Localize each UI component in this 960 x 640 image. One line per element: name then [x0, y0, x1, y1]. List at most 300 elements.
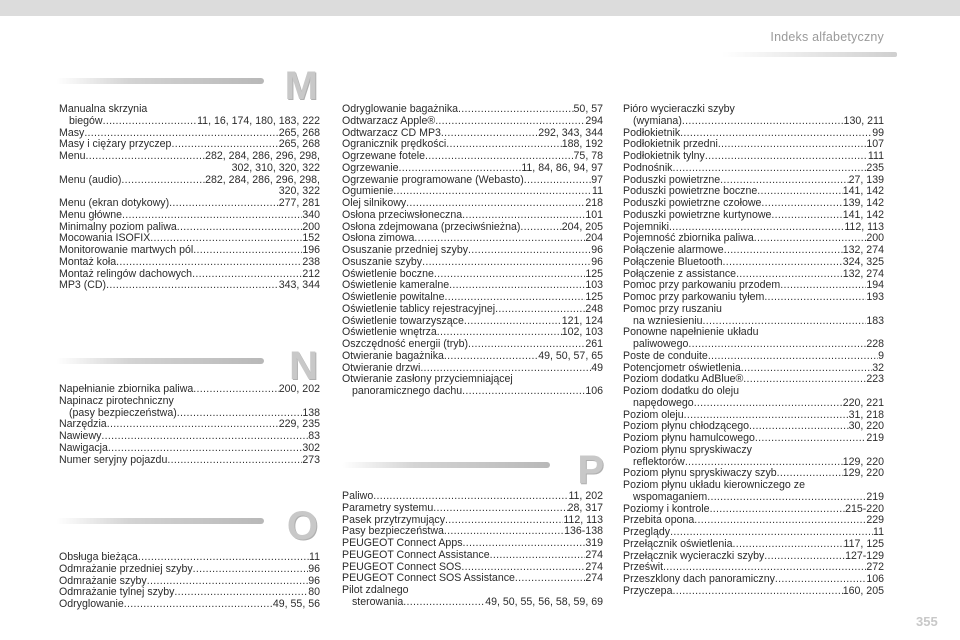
dot-leader — [193, 245, 302, 257]
index-entry-label: Poste de conduite — [623, 349, 708, 362]
index-entry — [623, 574, 884, 586]
index-entry-pages: 101 — [585, 208, 603, 221]
index-entry — [59, 175, 320, 199]
index-entry — [342, 585, 603, 609]
index-entry-label: Osłona zdejmowana (przeciwśnieżna) — [342, 220, 521, 233]
index-entry-pages: 11 — [592, 185, 603, 198]
index-entry-line — [623, 492, 884, 504]
dot-leader — [771, 210, 842, 222]
index-entry-label: napędowego — [633, 396, 694, 409]
index-entry-pages: 282, 284, 286, 296, 298, — [205, 173, 320, 186]
index-entry-line — [342, 538, 603, 550]
index-entry-label: PEUGEOT Connect Apps — [342, 537, 463, 549]
index-entry — [623, 163, 884, 175]
dot-leader — [710, 504, 846, 516]
index-entry-label: Numer seryjny pojazdu — [59, 453, 168, 466]
index-entry-label: Poziomy i kontrole — [623, 502, 710, 515]
column-1-m-entries — [59, 104, 320, 292]
index-entry — [342, 116, 603, 128]
page-number: 355 — [916, 614, 938, 629]
index-entry-pages: 152 — [302, 232, 320, 245]
index-entry-label: paliwowego — [633, 338, 689, 350]
index-entry-pages: 204, 205 — [561, 220, 603, 233]
index-entry-pages: 103 — [585, 279, 603, 292]
index-entry — [59, 455, 320, 467]
index-entry-pages: 261 — [585, 338, 603, 350]
dot-leader — [515, 573, 585, 585]
index-entry-label: PEUGEOT Connect Assistance — [342, 548, 490, 561]
index-entry-line — [59, 443, 320, 455]
index-entry-pages: 274 — [585, 572, 603, 585]
dot-leader — [741, 363, 872, 375]
index-entry-line — [623, 445, 884, 457]
index-entry-pages: 204 — [585, 232, 603, 245]
index-entry-label: Ponowne napełnienie układu — [623, 326, 759, 339]
dot-leader — [167, 455, 302, 467]
index-entry-label: Przeszklony dach panoramiczny — [623, 573, 775, 585]
index-entry — [623, 480, 884, 504]
index-entry-label: Otwieranie bagażnika — [342, 349, 444, 362]
index-entry-label: Parametry systemu — [342, 501, 434, 514]
index-entry-label: Przyczepa — [623, 584, 673, 597]
dot-leader — [682, 116, 844, 128]
index-entry — [623, 210, 884, 222]
index-entry-pages: 302, 310, 320, 322 — [231, 161, 320, 174]
index-entry-line — [342, 491, 603, 503]
index-entry — [342, 163, 603, 175]
index-entry-pages: 218 — [585, 197, 603, 209]
index-entry-pages: 274 — [585, 548, 603, 561]
index-entry-pages: 132, 274 — [842, 267, 884, 280]
index-entry-label: Pomoc przy ruszaniu — [623, 302, 722, 315]
index-entry-pages: 106 — [866, 573, 884, 585]
index-entry-label: Nawigacja — [59, 441, 108, 454]
index-entry-label: Ogranicznik prędkości — [342, 138, 447, 151]
index-entry — [623, 198, 884, 210]
index-entry-label: Olej silnikowy — [342, 197, 407, 209]
index-entry-line — [623, 245, 884, 257]
index-entry-label: Napinacz pirotechniczny — [59, 394, 174, 407]
index-entry-line — [59, 552, 320, 564]
index-entry-label: Poduszki powietrzne czołowe — [623, 197, 762, 209]
index-entry-pages: 107 — [866, 138, 884, 151]
section-bar — [56, 518, 264, 524]
index-entry — [623, 539, 884, 551]
index-entry-pages: 130, 211 — [843, 114, 884, 127]
index-entry-line — [59, 599, 320, 611]
index-entry-line — [59, 245, 320, 257]
index-entry-pages: 9 — [878, 349, 884, 362]
index-entry-pages: 11, 84, 86, 94, 97 — [521, 161, 603, 174]
index-entry-label: Oświetlenie tablicy rejestracyjnej — [342, 302, 496, 315]
index-entry-label: reflektorów — [633, 455, 685, 468]
index-entry-label: Osuszanie szyby — [342, 255, 423, 268]
section-header-p — [342, 448, 604, 492]
index-entry-label: wspomaganiem — [633, 490, 708, 503]
index-entry-pages: 302 — [302, 441, 320, 454]
dot-leader — [724, 245, 843, 257]
index-entry-label: Przełącznik oświetlenia — [623, 537, 733, 550]
index-entry-label: Pojemniki — [623, 220, 669, 233]
index-entry — [59, 599, 320, 611]
index-entry-pages: 220, 221 — [842, 396, 884, 409]
index-entry — [59, 384, 320, 396]
index-entry-line — [342, 151, 603, 163]
index-entry-label: Połączenie alarmowe — [623, 244, 724, 256]
index-entry-pages: 265, 268 — [278, 138, 320, 151]
index-entry-pages: 136-138 — [564, 525, 603, 538]
index-entry-label: na wzniesieniu — [633, 314, 703, 327]
index-entry-label: Pomoc przy parkowaniu przodem — [623, 279, 781, 292]
index-entry-pages: 11, 16, 174, 180, 183, 222 — [197, 114, 320, 127]
dot-leader — [463, 538, 586, 550]
index-entry-pages: 111 — [867, 150, 884, 162]
index-entry-line — [59, 257, 320, 269]
index-entry-label: MP3 (CD) — [59, 279, 107, 292]
index-entry-label: Poduszki powietrzne kurtynowe — [623, 208, 772, 221]
dot-leader — [169, 198, 279, 210]
index-entry-pages: 75, 78 — [573, 150, 603, 162]
index-entry — [59, 245, 320, 257]
index-entry — [623, 151, 884, 163]
index-entry-line — [623, 433, 884, 445]
index-entry-label: Pilot zdalnego — [342, 584, 409, 596]
index-entry-label: Oświetlenie wnętrza — [342, 326, 437, 339]
dot-leader — [444, 292, 585, 304]
index-entry-line — [342, 503, 603, 515]
index-entry-label: sterowania — [352, 595, 404, 608]
index-entry-line — [623, 586, 884, 598]
dot-leader — [458, 104, 574, 116]
page-header-title: Indeks alfabetyczny — [770, 30, 884, 44]
index-entry-pages: 31, 218 — [848, 408, 884, 421]
dot-leader — [446, 139, 562, 151]
index-entry — [342, 104, 603, 116]
index-entry-line — [59, 210, 320, 222]
index-entry-label: Menu (ekran dotykowy) — [59, 197, 170, 209]
index-entry — [342, 491, 603, 503]
index-entry — [59, 431, 320, 443]
index-entry-line — [623, 292, 884, 304]
index-entry-line — [342, 339, 603, 351]
index-entry-line — [342, 597, 603, 609]
index-entry-pages: 265, 268 — [278, 126, 320, 139]
index-entry-line — [342, 585, 603, 597]
index-entry-label: Ogumienie — [342, 185, 394, 198]
dot-leader — [121, 175, 205, 187]
index-entry-pages: 292, 343, 344 — [538, 126, 603, 139]
dot-leader — [399, 163, 522, 175]
index-entry-line — [623, 574, 884, 586]
index-entry-label: Oświetlenie boczne — [342, 267, 434, 280]
index-entry-label: Pióro wycieraczki szyby — [623, 103, 735, 115]
dot-leader — [749, 421, 849, 433]
index-entry — [623, 104, 884, 128]
dot-leader — [425, 151, 573, 163]
index-entry-label: Menu główne — [59, 208, 123, 221]
index-entry-label: Monitorowanie martwych pól — [59, 244, 194, 256]
index-entry — [623, 292, 884, 304]
index-entry-line — [342, 292, 603, 304]
dot-leader — [464, 316, 562, 328]
index-entry — [59, 257, 320, 269]
column-1-o-entries — [59, 552, 320, 611]
dot-leader — [775, 574, 866, 586]
index-entry-line — [342, 304, 603, 316]
index-entry — [342, 304, 603, 316]
section-letter: P — [577, 448, 604, 492]
header-rule — [722, 52, 897, 57]
index-entry-line — [59, 198, 320, 210]
index-entry-line — [623, 163, 884, 175]
dot-leader — [672, 163, 866, 175]
index-entry-label: Odmrażanie przedniej szyby — [59, 562, 193, 575]
index-entry-label: Oświetlenie towarzyszące — [342, 314, 464, 327]
index-entry-pages: 200 — [866, 232, 884, 245]
index-entry-label: Osłona zimowa — [342, 232, 415, 245]
index-entry-label: Pasek przytrzymujący — [342, 513, 446, 526]
index-entry-pages: 102, 103 — [561, 326, 603, 339]
index-entry — [623, 386, 884, 410]
index-entry-line — [342, 351, 603, 363]
index-entry-line — [623, 257, 884, 269]
index-entry-pages: 32 — [872, 361, 884, 374]
index-entry-label: panoramicznego dachu — [352, 385, 463, 397]
dot-leader — [468, 339, 585, 351]
index-entry — [342, 351, 603, 363]
index-entry-label: Przeglądy — [623, 526, 671, 538]
index-entry — [59, 198, 320, 210]
index-entry-pages: 200 — [302, 220, 320, 233]
index-entry-line — [623, 539, 884, 551]
index-entry-label: Odtwarzacz CD MP3 — [342, 126, 441, 139]
index-entry — [59, 280, 320, 292]
column-1-n-entries — [59, 384, 320, 466]
dot-leader — [138, 552, 309, 564]
index-entry — [623, 433, 884, 445]
index-entry-label: Otwieranie drzwi — [342, 361, 421, 374]
index-entry-pages: 27, 139 — [848, 173, 884, 186]
index-entry-pages: 127-129 — [845, 549, 884, 562]
dot-leader — [103, 116, 198, 128]
index-entry-label: Poziom płynu chłodzącego — [623, 420, 750, 433]
dot-leader — [406, 198, 585, 210]
dot-leader — [694, 515, 866, 527]
index-entry-line — [59, 280, 320, 292]
dot-leader — [122, 210, 302, 222]
index-entry-pages: 188, 192 — [561, 138, 603, 151]
index-entry-pages: 193 — [866, 291, 884, 303]
index-entry — [623, 327, 884, 351]
index-entry-pages: 343, 344 — [278, 279, 320, 292]
index-entry-pages: 235 — [866, 161, 884, 174]
index-entry — [59, 564, 320, 576]
index-entry-pages: 238 — [302, 255, 320, 268]
index-entry-label: Montaż relingów dachowych — [59, 267, 193, 280]
index-entry-label: Ogrzewanie — [342, 161, 399, 174]
index-entry-pages: 49 — [591, 361, 603, 374]
dot-leader — [757, 186, 842, 198]
dot-leader — [373, 491, 568, 503]
index-entry-pages: 28, 317 — [567, 501, 603, 514]
section-letter: M — [284, 64, 318, 108]
dot-leader — [403, 597, 485, 609]
dot-leader — [495, 304, 585, 316]
index-entry — [342, 339, 603, 351]
index-entry-label: Poziom płynu układu kierowniczego ze — [623, 479, 805, 491]
index-entry-pages: 229 — [866, 514, 884, 527]
index-entry-label: Prześwit — [623, 561, 664, 574]
index-entry-line — [623, 351, 884, 363]
dot-leader — [86, 151, 206, 163]
index-entry-label: Poziom płynu spryskiwaczy szyb — [623, 467, 777, 480]
index-entry-pages: 248 — [585, 302, 603, 315]
dot-leader — [107, 419, 279, 431]
index-entry-pages: 274 — [585, 560, 603, 573]
index-entry — [342, 198, 603, 210]
dot-leader — [124, 599, 273, 611]
dot-leader — [462, 386, 585, 398]
index-entry-label: Otwieranie zasłony przyciemniającej — [342, 373, 513, 386]
index-entry-pages: 294 — [585, 114, 603, 127]
index-entry-pages: 129, 220 — [842, 455, 884, 468]
dot-leader — [444, 351, 538, 363]
index-entry-label: (wymiana) — [633, 114, 682, 127]
index-entry-line — [342, 116, 603, 128]
index-entry-pages: 324, 325 — [842, 255, 884, 268]
dot-leader — [462, 210, 585, 222]
index-entry-pages: 219 — [866, 432, 884, 444]
index-entry — [342, 374, 603, 398]
index-entry — [342, 538, 603, 550]
dot-leader — [449, 280, 585, 292]
index-entry-pages: 273 — [302, 453, 320, 466]
index-entry-line — [623, 116, 884, 128]
dot-leader — [707, 492, 866, 504]
index-entry-pages: 141, 142 — [842, 208, 884, 221]
index-entry-pages: 229, 235 — [278, 418, 320, 431]
index-entry-pages: 340 — [302, 208, 320, 221]
index-entry-pages: 96 — [308, 574, 320, 587]
section-letter: O — [286, 504, 318, 548]
dot-leader — [435, 116, 585, 128]
index-entry — [342, 503, 603, 515]
dot-leader — [490, 550, 586, 562]
index-entry-line — [342, 245, 603, 257]
index-entry-line — [59, 151, 320, 163]
index-entry-pages: 194 — [866, 279, 884, 292]
index-entry-pages: 97 — [591, 173, 603, 186]
index-entry-pages: 112, 113 — [844, 220, 884, 233]
index-entry-label: Obsługa bieżąca — [59, 551, 138, 563]
index-entry-pages: 219 — [866, 490, 884, 503]
index-entry-label: Podnośnik — [623, 161, 673, 174]
index-entry-label: Pojemność zbiornika paliwa — [623, 232, 754, 245]
dot-leader — [761, 198, 842, 210]
dot-leader — [177, 222, 303, 234]
index-entry — [623, 586, 884, 598]
index-entry-pages: 99 — [872, 126, 884, 139]
index-entry — [623, 304, 884, 328]
index-entry-pages: 320, 322 — [278, 185, 320, 198]
dot-leader — [672, 586, 842, 598]
index-entry-line — [342, 550, 603, 562]
index-entry-pages: 125 — [585, 291, 603, 303]
index-entry-line — [623, 104, 884, 116]
index-entry-line — [623, 480, 884, 492]
index-entry-label: Narzędzia — [59, 418, 107, 431]
index-entry-pages: 160, 205 — [842, 584, 884, 597]
index-entry-pages: 319 — [585, 537, 603, 549]
dot-leader — [694, 398, 843, 410]
index-entry-pages: 200, 202 — [278, 383, 320, 395]
index-entry-label: Poziom płynu spryskiwaczy — [623, 443, 752, 456]
index-entry-pages: 11 — [873, 526, 884, 538]
dot-leader — [393, 186, 592, 198]
dot-leader — [101, 431, 308, 443]
index-entry-line — [342, 210, 603, 222]
index-entry-pages: 228 — [866, 338, 884, 350]
index-entry-label: Poziom dodatku do oleju — [623, 385, 740, 397]
index-entry-pages: 50, 57 — [573, 103, 603, 115]
index-entry-label: Mocowania ISOFIX — [59, 232, 151, 245]
index-entry-pages: 49, 50, 57, 65 — [538, 349, 603, 362]
index-entry-label: Odtwarzacz Apple® — [342, 114, 436, 127]
index-entry — [342, 292, 603, 304]
index-entry-label: Menu — [59, 150, 86, 162]
index-entry-label: Pasy bezpieczeństwa — [342, 525, 444, 538]
dot-leader — [764, 551, 845, 563]
dot-leader — [193, 564, 309, 576]
index-entry-pages: 96 — [308, 562, 320, 575]
section-header-n — [56, 344, 318, 388]
index-entry-pages: 196 — [302, 244, 320, 256]
index-entry — [59, 443, 320, 455]
column-2-o-entries — [342, 104, 603, 398]
index-entry — [623, 527, 884, 539]
index-entry-pages: 129, 220 — [842, 467, 884, 480]
dot-leader — [705, 151, 868, 163]
index-entry-label: Nawiewy — [59, 430, 102, 442]
dot-leader — [445, 515, 563, 527]
dot-leader — [743, 374, 866, 386]
index-entry-label: Osuszanie przedniej szyby — [342, 244, 469, 256]
dot-leader — [106, 280, 279, 292]
index-entry — [342, 257, 603, 269]
section-bar — [56, 358, 264, 364]
index-entry-pages: 80 — [308, 586, 320, 599]
index-entry-label: (pasy bezpieczeństwa) — [69, 406, 177, 419]
index-entry-pages: 11, 202 — [568, 490, 603, 502]
index-entry-pages: 49, 55, 56 — [272, 598, 320, 610]
index-entry-label: biegów — [69, 114, 103, 127]
index-entry-label: Potencjometr oświetlenia — [623, 361, 741, 374]
index-entry-pages: 30, 220 — [848, 420, 884, 433]
index-entry-line — [59, 431, 320, 443]
section-header-m — [56, 64, 318, 108]
index-entry-pages: 96 — [591, 255, 603, 268]
index-entry-label: Połączenie Bluetooth — [623, 255, 723, 268]
index-entry-label: Napełnianie zbiornika paliwa — [59, 383, 194, 395]
index-entry-line — [623, 386, 884, 398]
index-entry — [623, 245, 884, 257]
index-entry-label: Podłokietnik tylny — [623, 150, 705, 162]
index-entry-pages: 106 — [585, 385, 603, 397]
index-entry-line — [59, 564, 320, 576]
index-entry-label: Oświetlenie kameralne — [342, 279, 450, 292]
index-entry-pages: 272 — [866, 561, 884, 574]
index-entry-line — [59, 104, 320, 116]
